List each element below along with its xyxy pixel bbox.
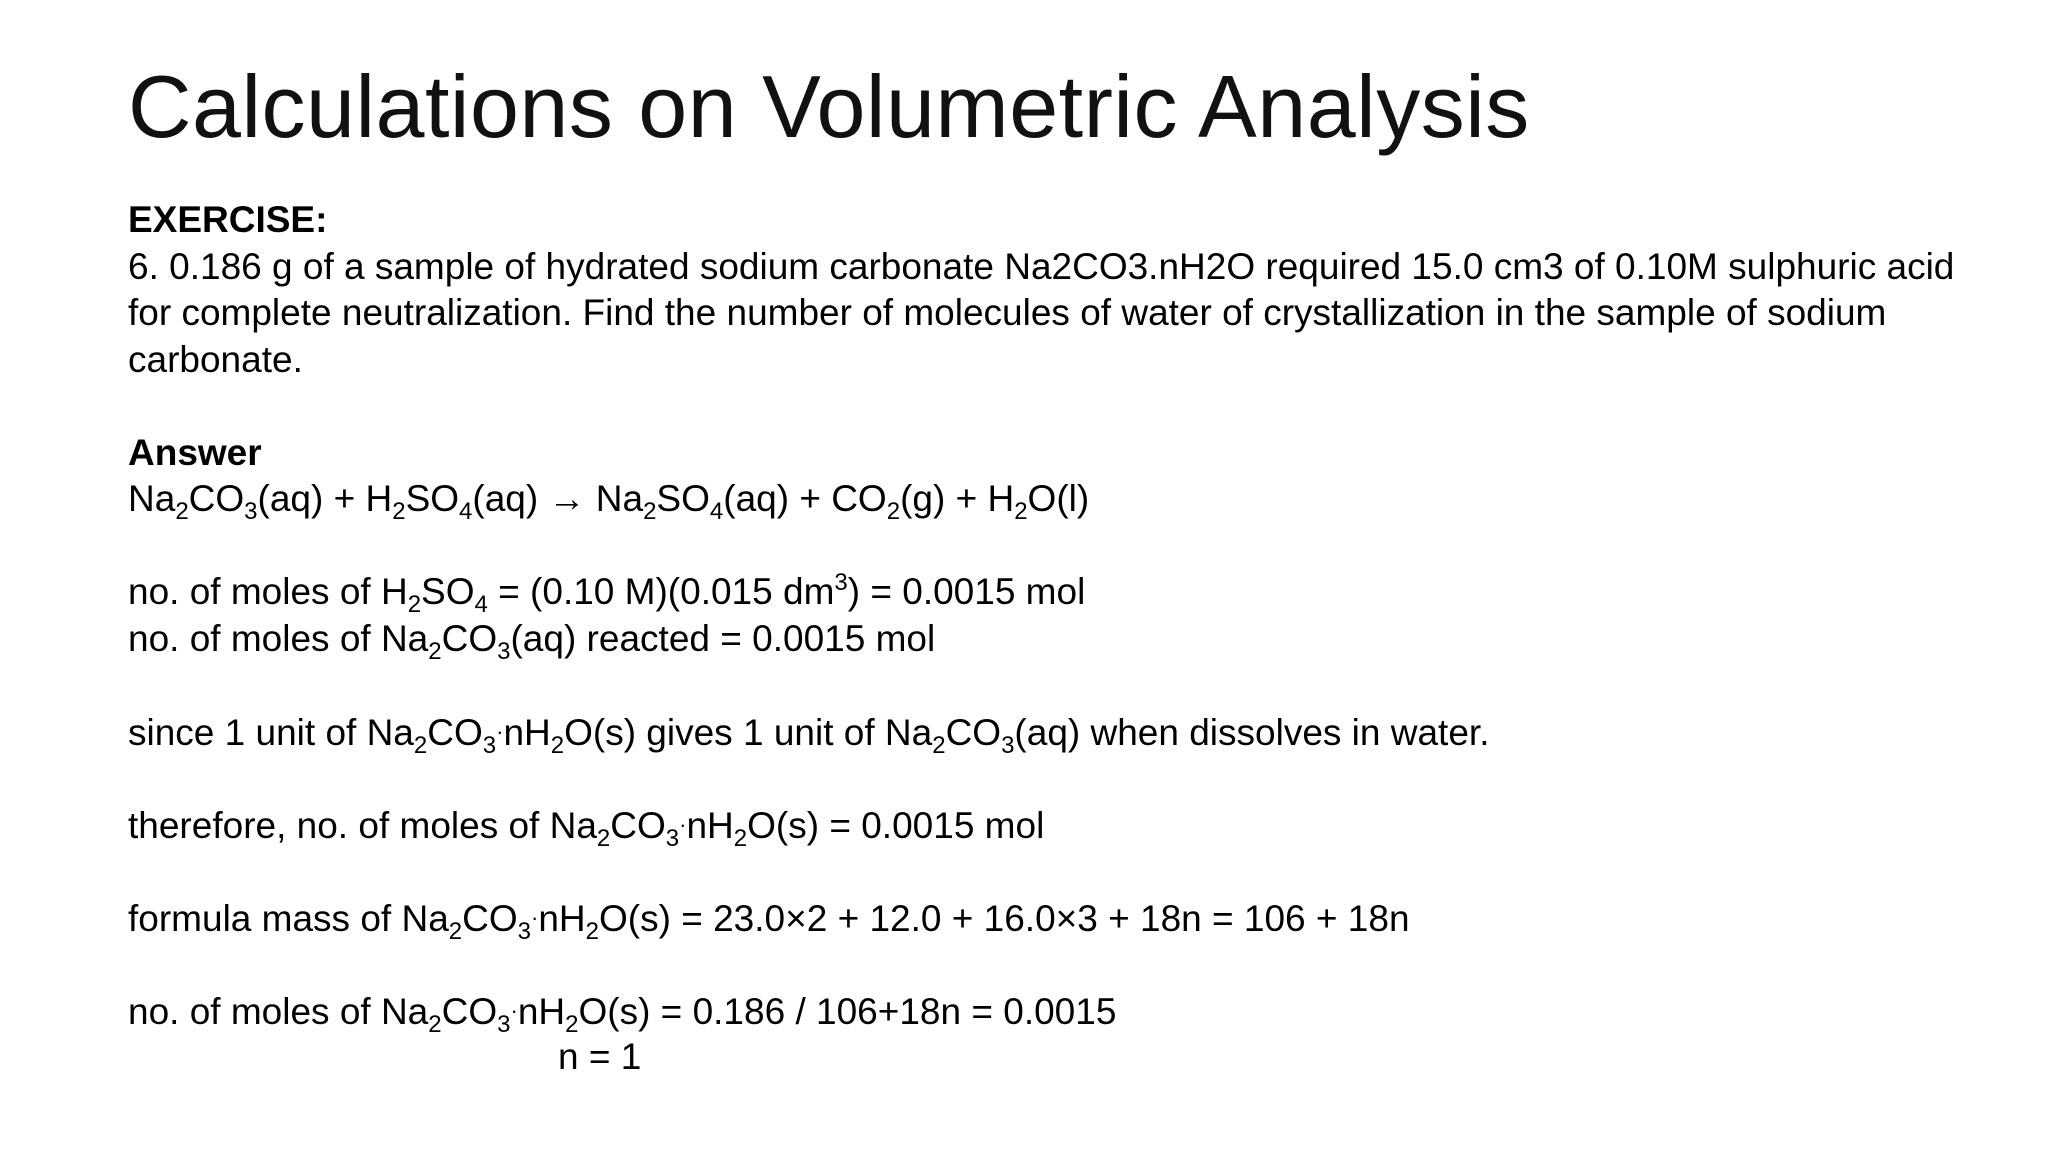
moles-final-line: no. of moles of $Na_2CO_3\cdot nH_2O(s) = 0.186 / 106+18n = 0.0015$ [128, 990, 1117, 1038]
exercise-heading: EXERCISE: [128, 199, 328, 240]
moles-h2so4-line: no. of moles of $H_2SO_4 = (0.10$ M)(0.015 $dm^3) = 0.0015$ mol [128, 569, 1086, 618]
therefore-line: therefore, no. of moles of $Na_2CO_3\cdot nH_2O(s) = 0.0015$ mol [128, 804, 1045, 852]
spacer [128, 523, 1988, 570]
slide-body [128, 197, 1988, 1081]
formula-mass-line: formula mass of $Na_2CO_3\cdot nH_2O(s) = 23.0\times 2 + 12.0 + 16.0\times 3 + 18n = 106 + 18n$ [128, 897, 1410, 945]
since-line: since 1 unit of $Na_2CO_3\cdot nH_2O(s)$ gives 1 unit of $Na_2CO_3(aq)$ when dissolves in water. [128, 711, 1490, 759]
spacer [128, 755, 1988, 802]
spacer [128, 941, 1988, 988]
answer-heading: Answer [128, 431, 262, 473]
moles-na2co3-line: no. of moles of $Na_2CO_3(aq)$ reacted = 0.0015 mol [128, 617, 936, 665]
spacer [128, 662, 1988, 709]
slide-title: Calculations on Volumetric Analysis [128, 57, 1530, 156]
spacer [128, 848, 1988, 895]
result-line: n = 1 [558, 1036, 642, 1077]
spacer [128, 383, 1988, 430]
exercise-question: 6. 0.186 g of a sample of hydrated sodium carbonate Na2CO3.nH2O required 15.0 cm3 of 0.10M sulphuric acid for complete neutralization. Find the number of molecules of water of crystallization in the sample of sodium carbonate. [128, 245, 1955, 380]
reaction-equation: $Na_2CO_3(aq) + H_2SO_4(aq) \to Na_2SO_4(aq) + CO_2(g) + H_2O(l)$ [128, 478, 1090, 525]
